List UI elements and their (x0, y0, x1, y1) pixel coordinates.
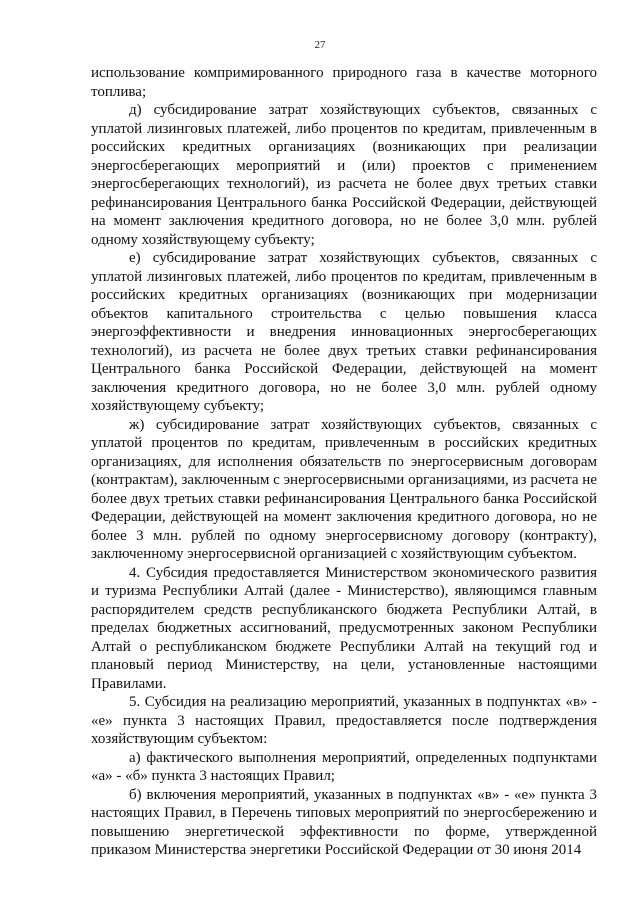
paragraph-item-zh: ж) субсидирование затрат хозяйствующих субъектов, связанных с уплатой процентов по кредитам, привлеченным в российских кредитных организациях, для исполнения обязательств по энергосервисным договорам (контрактам), заключенным с энергосервисными организациями, из расчета не более двух третьих ставки рефинансирования Центрального банка Российской Федерации, действующей на момент заключения кредитного договора, но не более 3 млн. рублей по одному энергосервисному договору (контракту), заключенному энергосервисной организацией с хозяйствующим субъектом. (91, 416, 597, 562)
paragraph-clause-5: 5. Субсидия на реализацию мероприятий, указанных в подпунктах «в» - «е» пункта 3 настоящих Правил, предоставляется после подтверждения хозяйствующим субъектом: (91, 694, 597, 747)
paragraph-item-d: д) субсидирование затрат хозяйствующих субъектов, связанных с уплатой лизинговых платежей, либо процентов по кредитам, привлеченным в российских кредитных организациях (возникающих при реализации энергосберегающих мероприятий и (или) проектов с применением энергосберегающих технологий), из расчета не более двух третьих ставки рефинансирования Центрального банка Российской Федерации, действующей на момент заключения кредитного договора, но не более 3,0 млн. рублей одному хозяйствующему субъекту; (91, 102, 597, 248)
paragraph-clause-5-a: а) фактического выполнения мероприятий, определенных подпунктами «а» - «б» пункта 3 настоящих Правил; (91, 749, 597, 784)
paragraph-clause-5-b: б) включения мероприятий, указанных в подпунктах «в» - «е» пункта 3 настоящих Правил, в Перечень типовых мероприятий по энергосбережению и повышению энергетической эффективности по форме, утвержденной приказом Министерства энергетики Российской Федерации от 30 июня 2014 (91, 786, 597, 858)
paragraph-clause-4: 4. Субсидия предоставляется Министерством экономического развития и туризма Республики Алтай (далее - Министерство), являющимся главным распорядителем средств республиканского бюджета Республики Алтай, в пределах бюджетных ассигнований, предусмотренных законом Республики Алтай о республиканском бюджете Республики Алтай на текущий год и плановый период Министерству, на цели, установленные настоящими Правилами. (91, 564, 597, 692)
page-number: 27 (314, 39, 326, 51)
document-body (91, 64, 597, 860)
paragraph-item-e: е) субсидирование затрат хозяйствующих субъектов, связанных с уплатой лизинговых платежей, либо процентов по кредитам, привлеченным в российских кредитных организациях (возникающих при модернизации объектов капитального строительства с целью повышения класса энергоэффективности и внедрения инновационных энергосберегающих технологий), из расчета не более двух третьих ставки рефинансирования Центрального банка Российской Федерации, действующей на момент заключения кредитного договора, но не более 3,0 млн. рублей одному хозяйствующему субъекту; (91, 250, 597, 414)
paragraph-continuation: использование компримированного природного газа в качестве моторного топлива; (91, 65, 597, 100)
